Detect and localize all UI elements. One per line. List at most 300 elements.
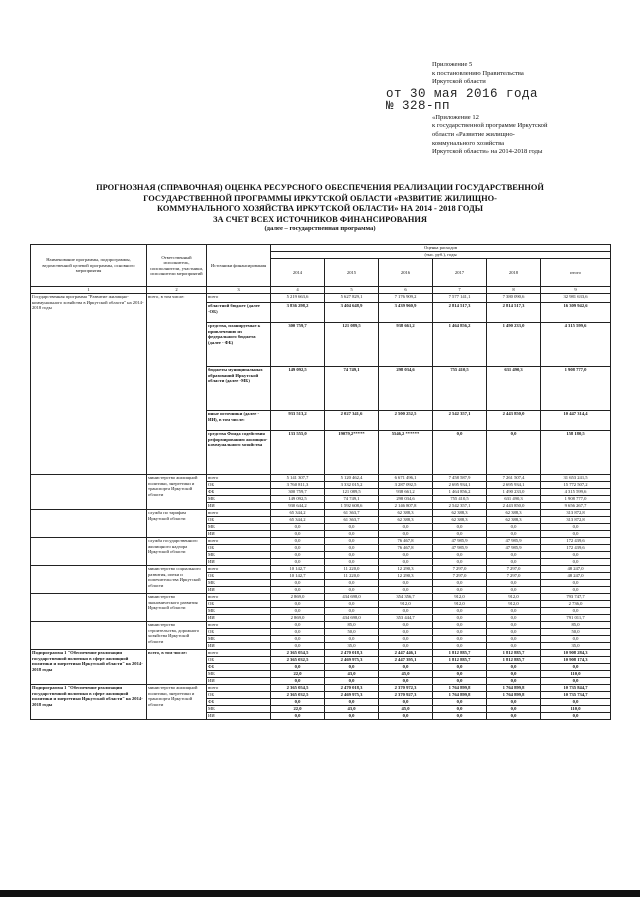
value-cell: 22,0 bbox=[271, 706, 325, 713]
funding-source-cell: ОБ bbox=[207, 545, 271, 552]
value-cell: 7 458 587,9 bbox=[433, 475, 487, 482]
value-cell: 3 332 015,2 bbox=[325, 482, 379, 489]
value-cell: 0,0 bbox=[541, 678, 611, 685]
value-cell: 0,0 bbox=[487, 431, 541, 475]
value-cell: 3 404 648,9 bbox=[325, 303, 379, 323]
funding-source-cell: средства, планируемые к привлечению из федерального бюджета (далее - ФБ) bbox=[207, 323, 271, 367]
funding-source-cell: ОБ bbox=[207, 517, 271, 524]
executor-cell: министерство социального развития, опеки и попечительства Иркутской области bbox=[147, 566, 207, 594]
value-cell: 74 749,1 bbox=[325, 496, 379, 503]
value-cell: 0,0 bbox=[271, 538, 325, 545]
value-cell: 0,0 bbox=[487, 615, 541, 622]
value-cell: 149 092,5 bbox=[271, 496, 325, 503]
value-cell: 0,0 bbox=[325, 580, 379, 587]
value-cell: 0,0 bbox=[379, 608, 433, 615]
value-cell: 43,0 bbox=[325, 671, 379, 678]
header-total: итого bbox=[541, 259, 611, 287]
value-cell: 2 146 807,8 bbox=[379, 503, 433, 510]
funding-source-cell: ИИ bbox=[207, 559, 271, 566]
value-cell: 2 500 252,5 bbox=[379, 411, 433, 431]
value-cell: 0,0 bbox=[271, 552, 325, 559]
value-cell: 48 247,0 bbox=[541, 566, 611, 573]
funding-source-cell: всего bbox=[207, 594, 271, 601]
value-cell: 0,0 bbox=[541, 713, 611, 720]
value-cell: 0,0 bbox=[487, 580, 541, 587]
value-cell: 2 542 357,1 bbox=[433, 503, 487, 510]
value-cell: 0,0 bbox=[325, 524, 379, 531]
value-cell: 0,0 bbox=[379, 643, 433, 650]
value-cell: 4 315 599,6 bbox=[541, 489, 611, 496]
value-cell: 61 363,7 bbox=[325, 510, 379, 517]
funding-source-cell: ИИ bbox=[207, 503, 271, 510]
value-cell: 938 661,2 bbox=[379, 489, 433, 496]
value-cell: 2 869,0 bbox=[271, 615, 325, 622]
col-number: 9 bbox=[541, 287, 611, 294]
value-cell: 5546,2 ****** bbox=[379, 431, 433, 475]
value-cell: 1 764 899,8 bbox=[433, 685, 487, 692]
value-cell: 0,0 bbox=[325, 601, 379, 608]
value-cell: 62 388,3 bbox=[433, 510, 487, 517]
value-cell: 0,0 bbox=[433, 629, 487, 636]
value-cell: 35,0 bbox=[541, 643, 611, 650]
value-cell: 9 656 267,7 bbox=[541, 503, 611, 510]
value-cell: 2 470 018,3 bbox=[325, 685, 379, 692]
program-name-cell bbox=[31, 538, 147, 566]
value-cell: 7 261 507,4 bbox=[487, 475, 541, 482]
value-cell: 110,0 bbox=[541, 706, 611, 713]
value-cell: 0,0 bbox=[487, 643, 541, 650]
value-cell: 62 388,3 bbox=[379, 517, 433, 524]
value-cell: 0,0 bbox=[271, 601, 325, 608]
value-cell: 2 443 850,0 bbox=[487, 503, 541, 510]
funding-source-cell: всего bbox=[207, 475, 271, 482]
funding-source-cell: МБ bbox=[207, 671, 271, 678]
value-cell: 933 513,2 bbox=[271, 411, 325, 431]
value-cell: 0,0 bbox=[325, 552, 379, 559]
value-cell: 2 736,0 bbox=[541, 601, 611, 608]
value-cell: 298 034,6 bbox=[379, 367, 433, 411]
resource-table bbox=[30, 244, 611, 720]
value-cell: 121 089,5 bbox=[325, 323, 379, 367]
value-cell: 755 410,5 bbox=[433, 367, 487, 411]
value-cell: 47 985,9 bbox=[433, 538, 487, 545]
value-cell: 0,0 bbox=[325, 538, 379, 545]
table-row bbox=[31, 294, 611, 303]
value-cell: 2 542 357,1 bbox=[433, 411, 487, 431]
header-year: 2016 bbox=[379, 259, 433, 287]
col-number: 1 bbox=[31, 287, 147, 294]
value-cell: 74 749,1 bbox=[325, 367, 379, 411]
funding-source-cell: иные источники (далее - ИИ), в том числе: bbox=[207, 411, 271, 431]
value-cell: 2 695 934,1 bbox=[487, 482, 541, 489]
header-expenses: Оценка расходов bbox=[271, 245, 611, 252]
title-line: КОММУНАЛЬНОГО ХОЗЯЙСТВА ИРКУТСКОЙ ОБЛАСТИ» НА 2014 - 2018 ГОДЫ bbox=[157, 204, 483, 214]
value-cell: 0,0 bbox=[325, 608, 379, 615]
value-cell: 2 695 934,1 bbox=[433, 482, 487, 489]
value-cell: 7 297,0 bbox=[433, 566, 487, 573]
value-cell: 62 388,3 bbox=[487, 517, 541, 524]
value-cell: 0,0 bbox=[433, 531, 487, 538]
value-cell: 434 698,0 bbox=[325, 615, 379, 622]
value-cell: 149 092,5 bbox=[271, 367, 325, 411]
header-units: (тыс. руб.), годы bbox=[271, 252, 611, 259]
funding-source-cell: всего bbox=[207, 510, 271, 517]
funding-source-cell: ИИ bbox=[207, 643, 271, 650]
value-cell: 0,0 bbox=[379, 552, 433, 559]
value-cell: 313 872,8 bbox=[541, 510, 611, 517]
value-cell: 2 470 018,3 bbox=[325, 650, 379, 657]
value-cell: 1 812 885,7 bbox=[433, 657, 487, 664]
value-cell: 1 592 608,6 bbox=[325, 503, 379, 510]
value-cell: 0,0 bbox=[379, 559, 433, 566]
program-name-cell: Подпрограмма 1 "Обеспечение реализации государственной политики в сфере жилищной политики и энергетики Иркутской области" на 2014-2018 годы bbox=[31, 685, 147, 720]
value-cell: 3 287 092,5 bbox=[379, 482, 433, 489]
value-cell: 0,0 bbox=[379, 699, 433, 706]
col-number: 7 bbox=[433, 287, 487, 294]
value-cell: 0,0 bbox=[541, 608, 611, 615]
value-cell: 912,0 bbox=[433, 601, 487, 608]
value-cell: 85,0 bbox=[541, 622, 611, 629]
value-cell: 434 698,0 bbox=[325, 594, 379, 601]
executor-cell: министерство жилищной политики, энергетики и транспорта Иркутской области bbox=[147, 475, 207, 510]
header-name: Наименование программы, подпрограммы, ведомственной целевой программы, основного мероприятия bbox=[31, 245, 147, 287]
value-cell: 3 836 298,2 bbox=[271, 303, 325, 323]
value-cell: 0,0 bbox=[325, 699, 379, 706]
value-cell: 0,0 bbox=[541, 580, 611, 587]
value-cell: 0,0 bbox=[433, 580, 487, 587]
value-cell: 0,0 bbox=[379, 636, 433, 643]
value-cell: 0,0 bbox=[271, 643, 325, 650]
value-cell: 32 981 633,6 bbox=[541, 294, 611, 303]
value-cell: 10 447 314,4 bbox=[541, 411, 611, 431]
value-cell: 0,0 bbox=[271, 608, 325, 615]
header-source: Источники финансирования bbox=[207, 245, 271, 287]
value-cell: 0,0 bbox=[433, 699, 487, 706]
value-cell: 912,0 bbox=[487, 601, 541, 608]
value-cell: 0,0 bbox=[433, 524, 487, 531]
value-cell: 16 309 942,6 bbox=[541, 303, 611, 323]
appendix-line: Иркутской области» на 2014-2018 годы bbox=[432, 148, 543, 156]
value-cell: 2 027 341,6 bbox=[325, 411, 379, 431]
header-year: 2015 bbox=[325, 259, 379, 287]
funding-source-cell: МБ bbox=[207, 524, 271, 531]
value-cell: 0,0 bbox=[271, 545, 325, 552]
value-cell: 0,0 bbox=[379, 587, 433, 594]
value-cell: 7 577 141,1 bbox=[433, 294, 487, 303]
value-cell: 0,0 bbox=[541, 636, 611, 643]
value-cell: 1 464 856,2 bbox=[433, 323, 487, 367]
value-cell: 0,0 bbox=[379, 622, 433, 629]
value-cell: 0,0 bbox=[487, 671, 541, 678]
value-cell: 353 444,7 bbox=[379, 615, 433, 622]
value-cell: 2 365 054,5 bbox=[271, 685, 325, 692]
value-cell: 0,0 bbox=[271, 678, 325, 685]
value-cell: 2 469 975,3 bbox=[325, 657, 379, 664]
value-cell: 0,0 bbox=[433, 431, 487, 475]
value-cell: 47 985,9 bbox=[433, 545, 487, 552]
value-cell: 0,0 bbox=[487, 664, 541, 671]
executor-cell: министерство жилищной политики, энергетики и транспорта Иркутской области bbox=[147, 685, 207, 720]
value-cell: 5 219 663,6 bbox=[271, 294, 325, 303]
funding-source-cell: ИИ bbox=[207, 587, 271, 594]
header-year: 2018 bbox=[487, 259, 541, 287]
appendix-line: коммунального хозяйства bbox=[432, 139, 505, 147]
value-cell: 912,0 bbox=[487, 594, 541, 601]
value-cell: 2 365 032,5 bbox=[271, 692, 325, 699]
funding-source-cell: ОБ bbox=[207, 629, 271, 636]
value-cell: 15 772 507,2 bbox=[541, 482, 611, 489]
value-cell: 631 490,3 bbox=[487, 496, 541, 503]
value-cell: 912,0 bbox=[433, 594, 487, 601]
value-cell: 10 908 284,3 bbox=[541, 650, 611, 657]
executor-cell: министерство экономического развития Иркутской области bbox=[147, 594, 207, 622]
value-cell: 1 764 899,8 bbox=[487, 692, 541, 699]
value-cell: 0,0 bbox=[271, 524, 325, 531]
value-cell: 2 365 032,5 bbox=[271, 657, 325, 664]
value-cell: 10 735 844,7 bbox=[541, 685, 611, 692]
value-cell: 0,0 bbox=[325, 531, 379, 538]
value-cell: 10 142,7 bbox=[271, 573, 325, 580]
col-number: 6 bbox=[379, 287, 433, 294]
executor-cell: всего, в том числе: bbox=[147, 650, 207, 685]
value-cell: 11 220,0 bbox=[325, 566, 379, 573]
value-cell: 43,0 bbox=[325, 706, 379, 713]
value-cell: 85,0 bbox=[325, 622, 379, 629]
value-cell: 2 447 446,1 bbox=[379, 650, 433, 657]
value-cell: 0,0 bbox=[541, 587, 611, 594]
value-cell: 35,0 bbox=[325, 643, 379, 650]
value-cell: 0,0 bbox=[433, 636, 487, 643]
value-cell: 0,0 bbox=[487, 706, 541, 713]
appendix-line: Иркутской области bbox=[432, 78, 486, 86]
document-title bbox=[70, 183, 570, 233]
program-name-cell bbox=[31, 622, 147, 650]
value-cell: 45,0 bbox=[379, 706, 433, 713]
table-row bbox=[31, 685, 611, 692]
value-cell: 172 439,6 bbox=[541, 538, 611, 545]
table-row bbox=[31, 566, 611, 573]
value-cell: 1 812 885,7 bbox=[433, 650, 487, 657]
col-number: 2 bbox=[147, 287, 207, 294]
value-cell: 0,0 bbox=[541, 552, 611, 559]
value-cell: 0,0 bbox=[541, 664, 611, 671]
funding-source-cell: МБ bbox=[207, 608, 271, 615]
value-cell: 0,0 bbox=[433, 664, 487, 671]
funding-source-cell: ОБ bbox=[207, 482, 271, 489]
value-cell: 0,0 bbox=[271, 559, 325, 566]
value-cell: 7 297,0 bbox=[487, 566, 541, 573]
value-cell: 2 370 972,3 bbox=[379, 685, 433, 692]
value-cell: 5 627 829,1 bbox=[325, 294, 379, 303]
value-cell: 0,0 bbox=[541, 531, 611, 538]
appendix-line: Приложение 5 bbox=[432, 61, 473, 68]
value-cell: 50,0 bbox=[325, 629, 379, 636]
table-body bbox=[31, 294, 611, 720]
decree-number-stamp: № 328-пп bbox=[386, 98, 451, 113]
value-cell: 0,0 bbox=[271, 664, 325, 671]
table-row bbox=[31, 475, 611, 482]
value-cell: 0,0 bbox=[325, 664, 379, 671]
value-cell: 31 653 241,5 bbox=[541, 475, 611, 482]
value-cell: 1 490 233,0 bbox=[487, 323, 541, 367]
value-cell: 110,0 bbox=[541, 671, 611, 678]
value-cell: 0,0 bbox=[325, 713, 379, 720]
program-name-cell: Подпрограмма 1 "Обеспечение реализации государственной политики в сфере жилищной политики и энергетики Иркутской области" на 2014-2018 годы bbox=[31, 650, 147, 685]
value-cell: 121 089,5 bbox=[325, 489, 379, 496]
value-cell: 10 735 734,7 bbox=[541, 692, 611, 699]
value-cell: 172 439,6 bbox=[541, 545, 611, 552]
value-cell: 0,0 bbox=[433, 706, 487, 713]
value-cell: 10 908 174,3 bbox=[541, 657, 611, 664]
value-cell: 45,0 bbox=[379, 671, 433, 678]
value-cell: 0,0 bbox=[487, 559, 541, 566]
value-cell: 0,0 bbox=[433, 615, 487, 622]
value-cell: 1 464 856,2 bbox=[433, 489, 487, 496]
value-cell: 0,0 bbox=[487, 587, 541, 594]
value-cell: 7 176 909,2 bbox=[379, 294, 433, 303]
value-cell: 0,0 bbox=[271, 622, 325, 629]
value-cell: 1 908 777,0 bbox=[541, 367, 611, 411]
value-cell: 0,0 bbox=[487, 699, 541, 706]
value-cell: 0,0 bbox=[487, 524, 541, 531]
value-cell: 0,0 bbox=[325, 678, 379, 685]
funding-source-cell: МБ bbox=[207, 706, 271, 713]
funding-source-cell: всего bbox=[207, 650, 271, 657]
value-cell: 133 555,0 bbox=[271, 431, 325, 475]
funding-source-cell: областной бюджет (далее -ОБ) bbox=[207, 303, 271, 323]
funding-source-cell: ОБ bbox=[207, 657, 271, 664]
value-cell: 0,0 bbox=[433, 608, 487, 615]
value-cell: 65 344,2 bbox=[271, 517, 325, 524]
value-cell: 0,0 bbox=[541, 524, 611, 531]
value-cell: 48 247,0 bbox=[541, 573, 611, 580]
value-cell: 47 985,9 bbox=[487, 545, 541, 552]
value-cell: 0,0 bbox=[379, 713, 433, 720]
value-cell: 298 034,6 bbox=[379, 496, 433, 503]
funding-source-cell: ИИ bbox=[207, 713, 271, 720]
value-cell: 0,0 bbox=[433, 643, 487, 650]
value-cell: 0,0 bbox=[325, 545, 379, 552]
value-cell: 22,0 bbox=[271, 671, 325, 678]
header-year: 2017 bbox=[433, 259, 487, 287]
value-cell: 7 297,0 bbox=[433, 573, 487, 580]
value-cell: 0,0 bbox=[487, 552, 541, 559]
value-cell: 0,0 bbox=[325, 559, 379, 566]
header-executor: Ответственный исполнитель, соисполнители, участники, исполнители мероприятий bbox=[147, 245, 207, 287]
value-cell: 62 388,3 bbox=[379, 510, 433, 517]
value-cell: 793 747,7 bbox=[541, 594, 611, 601]
value-cell: 76 467,8 bbox=[379, 545, 433, 552]
value-cell: 2 365 054,5 bbox=[271, 650, 325, 657]
value-cell: 0,0 bbox=[379, 664, 433, 671]
scan-edge-bar bbox=[0, 890, 640, 897]
title-line: ЗА СЧЕТ ВСЕХ ИСТОЧНИКОВ ФИНАНСИРОВАНИЯ bbox=[213, 214, 427, 224]
value-cell: 0,0 bbox=[379, 524, 433, 531]
value-cell: 755 410,5 bbox=[433, 496, 487, 503]
col-number: 3 bbox=[207, 287, 271, 294]
funding-source-cell: МБ bbox=[207, 552, 271, 559]
funding-source-cell: ИИ bbox=[207, 678, 271, 685]
funding-source-cell: МБ bbox=[207, 636, 271, 643]
value-cell: 0,0 bbox=[379, 629, 433, 636]
executor-cell: служба по тарифам Иркутской области bbox=[147, 510, 207, 538]
table-row bbox=[31, 650, 611, 657]
value-cell: 3 439 960,9 bbox=[379, 303, 433, 323]
value-cell: 300 759,7 bbox=[271, 489, 325, 496]
value-cell: 7 297,0 bbox=[487, 573, 541, 580]
col-number: 5 bbox=[325, 287, 379, 294]
program-name-cell bbox=[31, 566, 147, 594]
value-cell: 313 872,8 bbox=[541, 517, 611, 524]
program-name-cell bbox=[31, 510, 147, 538]
value-cell: 5 141 307,7 bbox=[271, 475, 325, 482]
value-cell: 0,0 bbox=[271, 587, 325, 594]
value-cell: 2 370 927,3 bbox=[379, 692, 433, 699]
funding-source-cell: ФБ bbox=[207, 664, 271, 671]
value-cell: 0,0 bbox=[271, 629, 325, 636]
value-cell: 0,0 bbox=[433, 678, 487, 685]
appendix-line: области «Развитие жилищно- bbox=[432, 130, 515, 138]
funding-source-cell: ФБ bbox=[207, 699, 271, 706]
decree-date-stamp: от 30 мая 2016 года bbox=[386, 86, 539, 101]
executor-cell: служба государственного жилищного надзора Иркутской области bbox=[147, 538, 207, 566]
funding-source-cell: бюджеты муниципальных образований Иркутской области (далее -МБ) bbox=[207, 367, 271, 411]
col-number: 4 bbox=[271, 287, 325, 294]
header-year: 2014 bbox=[271, 259, 325, 287]
table-row bbox=[31, 538, 611, 545]
value-cell: 2 814 517,3 bbox=[433, 303, 487, 323]
value-cell: 65 344,2 bbox=[271, 510, 325, 517]
value-cell: 0,0 bbox=[325, 636, 379, 643]
value-cell: 0,0 bbox=[487, 622, 541, 629]
value-cell: 1 490 233,0 bbox=[487, 489, 541, 496]
funding-source-cell: ИИ bbox=[207, 531, 271, 538]
value-cell: 0,0 bbox=[271, 531, 325, 538]
program-name-cell bbox=[31, 475, 147, 510]
value-cell: 1 764 899,8 bbox=[487, 685, 541, 692]
value-cell: 0,0 bbox=[433, 671, 487, 678]
value-cell: 2 469 975,3 bbox=[325, 692, 379, 699]
funding-source-cell: всего bbox=[207, 685, 271, 692]
funding-source-cell: ОБ bbox=[207, 692, 271, 699]
value-cell: 0,0 bbox=[271, 580, 325, 587]
funding-source-cell: всего bbox=[207, 294, 271, 303]
value-cell: 0,0 bbox=[487, 531, 541, 538]
value-cell: 0,0 bbox=[487, 713, 541, 720]
appendix-line: «Приложение 12 bbox=[432, 113, 479, 121]
value-cell: 354 356,7 bbox=[379, 594, 433, 601]
value-cell: 19079,2***** bbox=[325, 431, 379, 475]
value-cell: 300 759,7 bbox=[271, 323, 325, 367]
value-cell: 2 869,0 bbox=[271, 594, 325, 601]
funding-source-cell: ОБ bbox=[207, 573, 271, 580]
value-cell: 2 814 517,3 bbox=[487, 303, 541, 323]
funding-source-cell: ИИ bbox=[207, 615, 271, 622]
value-cell: 0,0 bbox=[541, 559, 611, 566]
title-line: ГОСУДАРСТВЕННОЙ ПРОГРАММЫ ИРКУТСКОЙ ОБЛАСТИ «РАЗВИТИЕ ЖИЛИЩНО- bbox=[143, 193, 497, 203]
value-cell: 12 290,3 bbox=[379, 573, 433, 580]
title-subtitle: (далее – государственная программа) bbox=[264, 225, 376, 233]
funding-source-cell: ОБ bbox=[207, 601, 271, 608]
value-cell: 47 985,9 bbox=[487, 538, 541, 545]
program-name-cell bbox=[31, 594, 147, 622]
value-cell: 4 315 599,6 bbox=[541, 323, 611, 367]
table-row bbox=[31, 594, 611, 601]
funding-source-cell: ФБ bbox=[207, 489, 271, 496]
col-number: 8 bbox=[487, 287, 541, 294]
value-cell: 631 490,3 bbox=[487, 367, 541, 411]
appendix-line: к государственной программе Иркутской bbox=[432, 122, 548, 130]
